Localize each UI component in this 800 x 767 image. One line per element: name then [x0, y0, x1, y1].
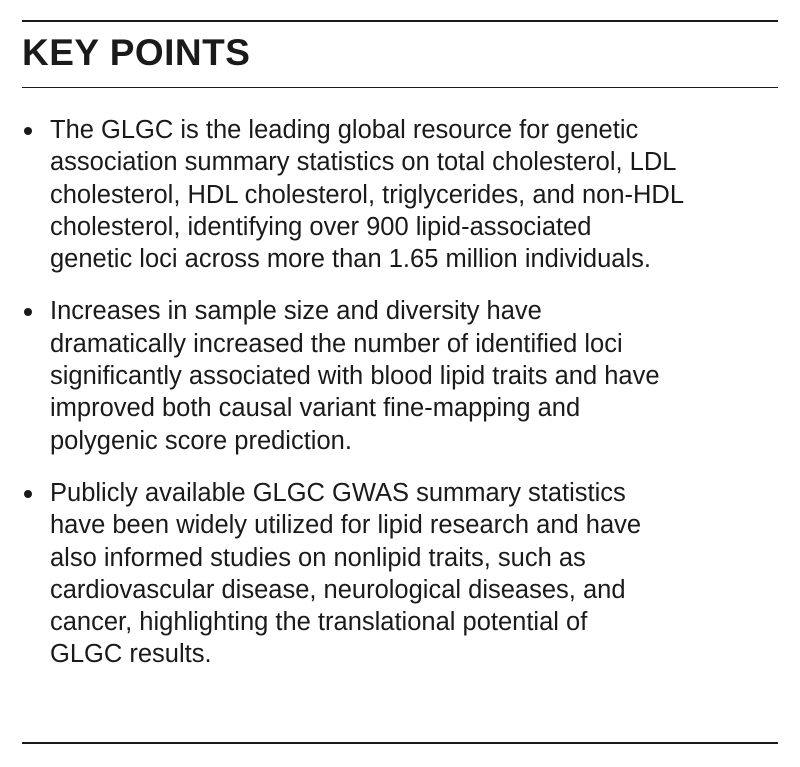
top-rule [22, 20, 778, 22]
bullet-icon [24, 308, 32, 316]
key-points-heading: KEY POINTS [22, 32, 251, 73]
key-points-box [22, 0, 778, 767]
key-point-item [22, 295, 778, 456]
bottom-rule [22, 742, 778, 744]
key-points-list [22, 114, 778, 691]
bullet-icon [24, 490, 32, 498]
key-point-text: The GLGC is the leading global resource for genetic association summary statistics on total cholesterol, LDL cholesterol, HDL cholesterol, triglycerides, and non-HDL cholesterol, identifying over 900 lipid-associated genetic loci across more than 1.65 million individuals. [50, 116, 685, 274]
heading-divider [22, 87, 778, 88]
key-point-text: Increases in sample size and diversity have dramatically increased the number of identified loci significantly associated with blood lipid traits and have improved both causal variant fine-mapping and polygenic score prediction. [50, 297, 660, 455]
key-point-text: Publicly available GLGC GWAS summary statistics have been widely utilized for lipid research and have also informed studies on nonlipid traits, such as cardiovascular disease, neurological diseases, and cancer, highlighting the translational potential of GLGC results. [50, 478, 642, 669]
key-point-item [22, 114, 778, 275]
key-point-item [22, 477, 778, 671]
bullet-icon [24, 127, 32, 135]
